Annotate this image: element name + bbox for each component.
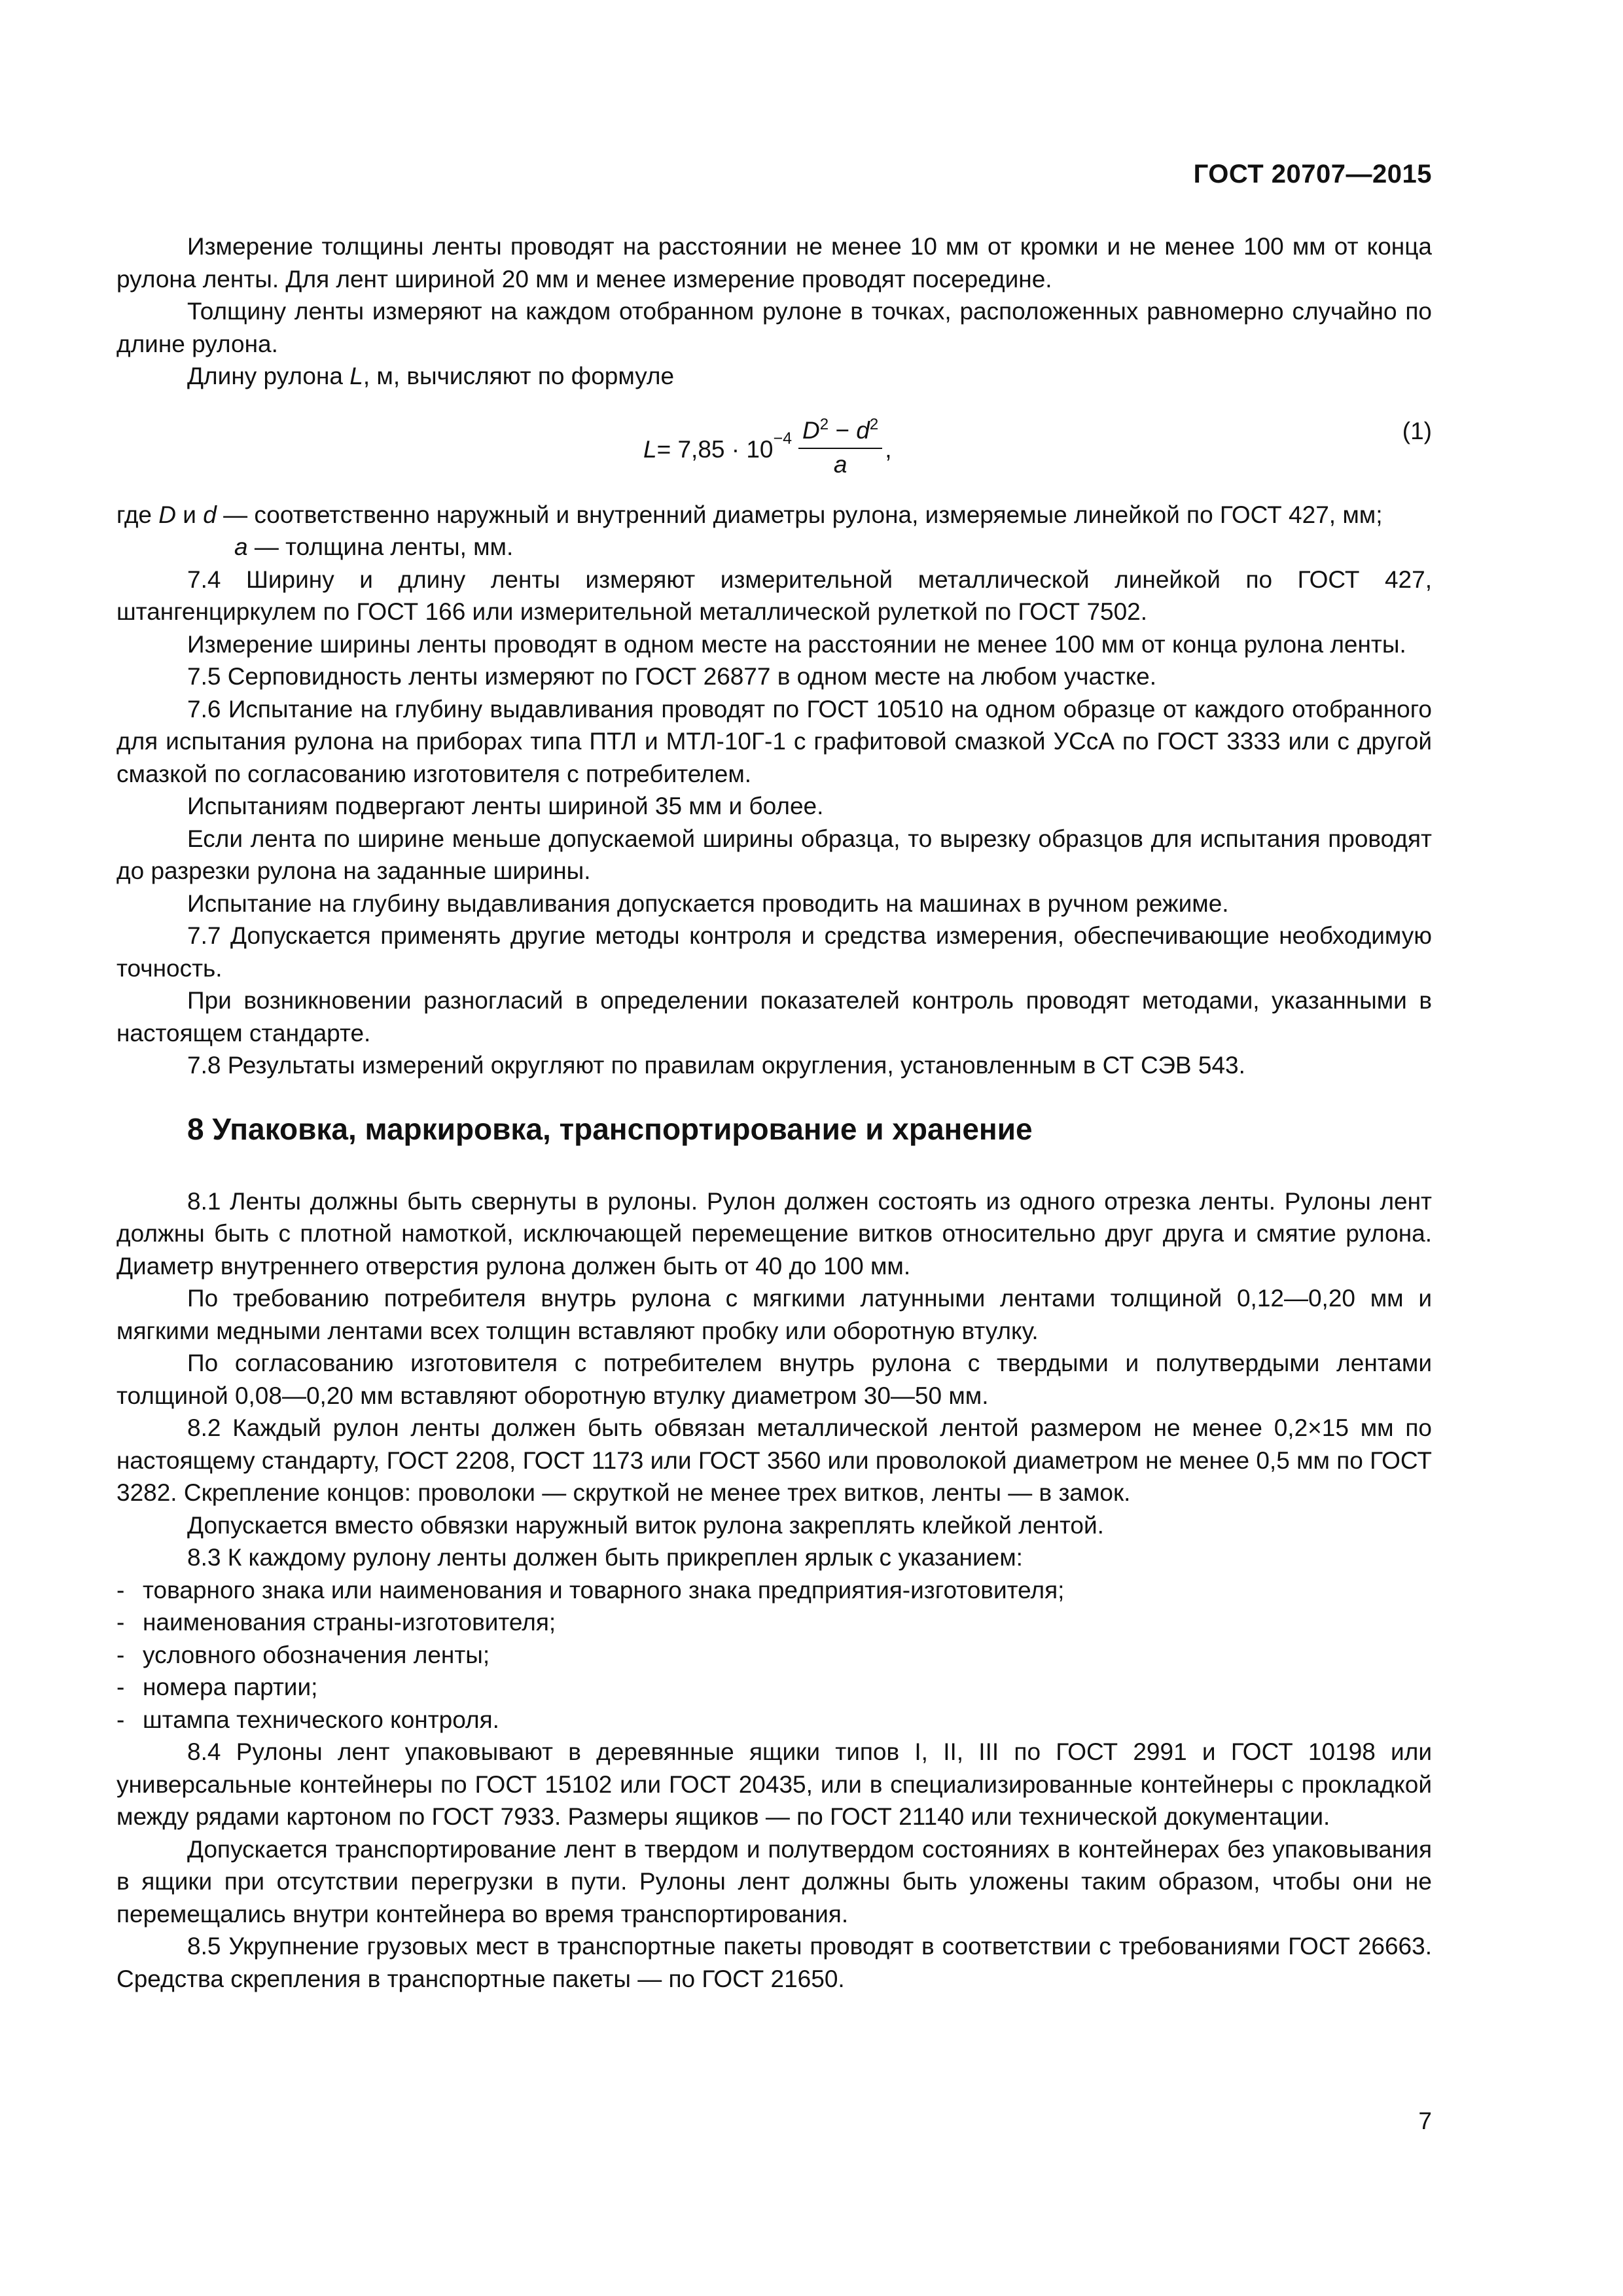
list-item-text: товарного знака или наименования и товарного знака предприятия-изготовителя; bbox=[143, 1576, 1065, 1604]
formula-exponent: −4 bbox=[773, 429, 793, 448]
where-symbol-D: D bbox=[158, 501, 177, 528]
list-item bbox=[116, 1704, 1432, 1736]
list-item bbox=[116, 1606, 1432, 1639]
standard-header: ГОСТ 20707—2015 bbox=[1193, 160, 1432, 188]
paragraph-7-8: 7.8 Результаты измерений округляют по правилам округления, установленным в СТ СЭВ 543. bbox=[187, 1052, 1245, 1079]
paragraph-8-1: 8.1 Ленты должны быть свернуты в рулоны. Рулон должен состоять из одного отрезка ленты. Рулоны лент должны быть с плотной намоткой, исключающей перемещение витков относительно друг друга и смятие рулона. Диаметр внутреннего отверстия рулона должен быть от 40 до 100 мм. bbox=[116, 1187, 1432, 1280]
list-dash: - bbox=[116, 1674, 125, 1700]
list-item bbox=[116, 1574, 1432, 1607]
document-body bbox=[116, 230, 1432, 1995]
list-dash: - bbox=[116, 1706, 125, 1733]
where-lead: где bbox=[116, 501, 159, 528]
paragraph: Измерение толщины ленты проводят на расстоянии не менее 10 мм от кромки и не менее 100 мм от конца рулона ленты. Для лент шириной 20 мм и менее измерение проводят посередине. bbox=[116, 233, 1432, 293]
formula-num-exp2: 2 bbox=[869, 416, 879, 433]
paragraph-8-5: 8.5 Укрупнение грузовых мест в транспортные пакеты проводят в соответствии с требованиями ГОСТ 26663. Средства скрепления в транспортные пакеты — по ГОСТ 21650. bbox=[116, 1933, 1432, 1992]
formula bbox=[643, 407, 892, 492]
formula-trailing: , bbox=[885, 435, 892, 463]
list-dash: - bbox=[116, 1609, 125, 1636]
paragraph-8-3: 8.3 К каждому рулону ленты должен быть прикреплен ярлык с указанием: bbox=[187, 1544, 1023, 1571]
paragraph-8-4: 8.4 Рулоны лент упаковывают в деревянные ящики типов I, II, III по ГОСТ 2991 и ГОСТ 10198 или универсальные контейнеры по ГОСТ 15102 или ГОСТ 20435, или в специализированные контейнеры с прокладкой между рядами картоном по ГОСТ 7933. Размеры ящиков — по ГОСТ 21140 или технической документации. bbox=[116, 1738, 1432, 1830]
list-item bbox=[116, 1639, 1432, 1672]
list-dash: - bbox=[116, 1576, 125, 1604]
formula-where-Dd bbox=[116, 499, 1432, 531]
formula-where-a bbox=[116, 531, 1432, 564]
paragraph: По согласованию изготовителя с потребителем внутрь рулона с твердыми и полутвердыми лентами толщиной 0,08—0,20 мм вставляют оборотную втулку диаметром 30—50 мм. bbox=[116, 1350, 1432, 1409]
paragraph-7-5: 7.5 Серповидность ленты измеряют по ГОСТ 26877 в одном месте на любом участке. bbox=[187, 663, 1157, 690]
paragraph: При возникновении разногласий в определении показателей контроль проводят методами, указанными в настоящем стандарте. bbox=[116, 987, 1432, 1047]
where-a-text: — толщина ленты, мм. bbox=[247, 533, 514, 560]
formula-block bbox=[116, 393, 1432, 499]
paragraph: Допускается транспортирование лент в твердом и полутвердом состояниях в контейнерах без упаковывания в ящики при отсутствии перегрузки в пути. Рулоны лент должны быть уложены таким образом, чтобы они не перемещались внутри контейнера во время транспортирования. bbox=[116, 1835, 1432, 1928]
formula-num-exp1: 2 bbox=[819, 416, 829, 433]
where-text: — соответственно наружный и внутренний диаметры рулона, измеряемые линейкой по ГОСТ 427, мм; bbox=[216, 501, 1383, 528]
formula-num-minus: − bbox=[829, 417, 857, 444]
paragraph: Допускается вместо обвязки наружный виток рулона закреплять клейкой лентой. bbox=[187, 1511, 1104, 1539]
formula-fraction bbox=[798, 412, 882, 479]
where-symbol-a: a bbox=[234, 533, 248, 560]
formula-intro-prefix: Длину рулона bbox=[187, 363, 350, 389]
paragraph: Испытаниям подвергают ленты шириной 35 мм и более. bbox=[187, 793, 824, 819]
list-item-text: условного обозначения ленты; bbox=[143, 1641, 490, 1668]
list-item-text: номера партии; bbox=[143, 1674, 318, 1700]
formula-intro bbox=[116, 360, 1432, 393]
formula-coefficient: = 7,85 · 10 bbox=[656, 435, 774, 463]
formula-numerator bbox=[798, 412, 882, 449]
formula-num-D: D bbox=[802, 417, 820, 444]
list-item-text: штампа технического контроля. bbox=[143, 1706, 499, 1733]
list-item-text: наименования страны-изготовителя; bbox=[143, 1609, 556, 1636]
formula-number: (1) bbox=[1402, 417, 1432, 444]
formula-lhs: L bbox=[643, 435, 657, 463]
page-number: 7 bbox=[1418, 2108, 1432, 2134]
paragraph: Измерение ширины ленты проводят в одном месте на расстоянии не менее 100 мм от конца рулона ленты. bbox=[187, 630, 1406, 658]
paragraph: Если лента по ширине меньше допускаемой ширины образца, то вырезку образцов для испытания проводят до разрезки рулона на заданные ширины. bbox=[116, 825, 1432, 884]
paragraph: Толщину ленты измеряют на каждом отобранном рулоне в точках, расположенных равномерно случайно по длине рулона. bbox=[116, 298, 1432, 357]
paragraph-7-6: 7.6 Испытание на глубину выдавливания проводят по ГОСТ 10510 на одном образце от каждого отобранного для испытания рулона на приборах типа ПТЛ и МТЛ-10Г-1 с графитовой смазкой УСсА по ГОСТ 3333 или с другой смазкой по согласованию изготовителя с потребителем. bbox=[116, 695, 1432, 787]
list-item bbox=[116, 1671, 1432, 1704]
section-heading: 8 Упаковка, маркировка, транспортирование и хранение bbox=[187, 1111, 1033, 1146]
paragraph-7-7: 7.7 Допускается применять другие методы контроля и средства измерения, обеспечивающие необходимую точность. bbox=[116, 922, 1432, 982]
paragraph-7-4: 7.4 Ширину и длину ленты измеряют измерительной металлической линейкой по ГОСТ 427, штангенциркулем по ГОСТ 166 или измерительной металлической рулеткой по ГОСТ 7502. bbox=[116, 565, 1432, 625]
where-and: и bbox=[176, 501, 204, 528]
paragraph: Испытание на глубину выдавливания допускается проводить на машинах в ручном режиме. bbox=[187, 889, 1229, 917]
paragraph-8-2: 8.2 Каждый рулон ленты должен быть обвязан металлической лентой размером не менее 0,2×15 мм по настоящему стандарту, ГОСТ 2208, ГОСТ 1173 или ГОСТ 3560 или проволокой диаметром не менее 0,5 мм по ГОСТ 3282. Скрепление концов: проволоки — скруткой не менее трех витков, ленты — в замок. bbox=[116, 1414, 1432, 1506]
formula-intro-symbol: L bbox=[349, 363, 363, 389]
formula-denominator: a bbox=[833, 451, 847, 478]
list-dash: - bbox=[116, 1641, 125, 1668]
formula-intro-suffix: , м, вычисляют по формуле bbox=[363, 363, 675, 389]
paragraph: По требованию потребителя внутрь рулона с мягкими латунными лентами толщиной 0,12—0,20 мм и мягкими медными лентами всех толщин вставляют пробку или оборотную втулку. bbox=[116, 1285, 1432, 1344]
formula-num-d: d bbox=[856, 417, 870, 444]
where-symbol-d: d bbox=[203, 501, 217, 528]
document-page bbox=[116, 0, 1432, 2296]
